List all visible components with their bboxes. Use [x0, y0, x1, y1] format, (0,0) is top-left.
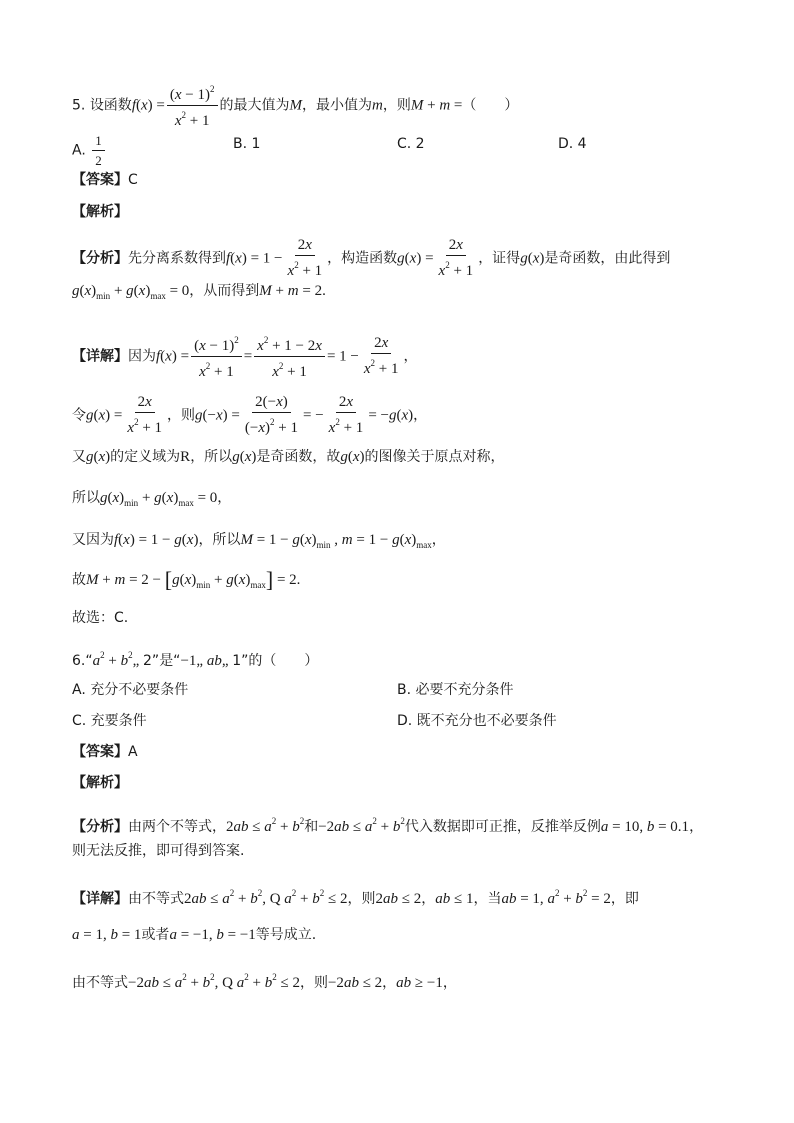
fenxi-line-1: 【分析】由两个不等式，$2ab \le a^2 + b^2$和$-2ab \le a^2 + b^2$代入数据即可正推，反推举反例a = 10, b = 0.1，	[72, 816, 704, 835]
stem-text: ，最小值为	[302, 97, 373, 114]
option-d: D. 4	[558, 136, 587, 152]
answer-tag: 【答案】	[72, 172, 128, 188]
text: ，证得	[478, 250, 521, 267]
text: 又	[72, 449, 86, 465]
detail-line-5: 又因为f(x) = 1 − g(x)，所以$M = 1 - g(x)_{min}$ , $m = 1 - g(x)_{max}$，	[72, 532, 446, 550]
stem-text: ，则	[382, 97, 411, 114]
text: 的定义域为	[110, 449, 181, 465]
detail-line-3: 由不等式$-2ab \le a^2 + b^2$, Q $a^2 + b^2 \le 2$，则−2ab ≤ 2，ab ≥ −1，	[72, 972, 457, 991]
stem-text: 的最大值为	[219, 97, 290, 114]
math-fx: f(x) =	[131, 97, 165, 114]
fraction: $\frac{(x - 1)^2}{x^2 + 1}$	[167, 81, 218, 130]
text: 等号成立.	[255, 927, 317, 943]
text: 的图像关于原点对称，	[364, 449, 505, 465]
text: ，所以	[198, 532, 241, 548]
text: 的（ ）	[248, 653, 319, 669]
text: ，当	[473, 891, 502, 907]
detail-line-4: 所以$g(x)_{min} + g(x)_{max} = 0$，	[72, 490, 232, 508]
text: ，则	[347, 891, 376, 907]
text: 令	[72, 407, 86, 424]
analysis-tag: 【解析】	[72, 204, 128, 220]
fraction: $\frac{(x - 1)^2}{x^2 + 1}$	[191, 332, 242, 381]
text: 1”	[232, 653, 249, 669]
text: 由两个不等式，	[128, 819, 226, 835]
choose-line: 故选：C.	[72, 610, 129, 626]
text: 6.“	[72, 653, 93, 669]
frac-den: 2	[95, 153, 102, 168]
text: 是“	[159, 653, 181, 669]
text: ，从而得到	[189, 283, 260, 299]
detail-line-6: 故$M + m = 2 - [g(x)_{min} + g(x)_{max}] = 2$.	[72, 567, 301, 592]
stem-text: （ ）	[462, 97, 519, 114]
option-label: A.	[72, 142, 86, 159]
answer-tag: 【答案】	[72, 744, 128, 760]
question-number: 5.	[72, 97, 86, 114]
text: 2”	[143, 653, 160, 669]
text: 先分离系数得到	[128, 250, 226, 267]
detail-line-1: 【详解】因为f(x) = $\frac{(x - 1)^2}{x^2 + 1}$ = $\frac{x^2 + 1 - 2x}{x^2 + 1}$ = 1 − $\frac{2x}{x^2 + 1}$ ，	[72, 332, 418, 381]
text: 所以	[72, 490, 100, 506]
detail-tag: 【详解】	[72, 891, 128, 907]
option-a	[72, 132, 107, 169]
detail-line-2: 令g(x) = $\frac{2x}{x^2 + 1}$ ，则g(−x) = $\frac{2(-x)}{(-x)^2 + 1}$ = − $\frac{2x}{x^2 + 1}$ = −g(x)，	[72, 394, 428, 436]
answer-line	[72, 742, 138, 762]
text: 由不等式	[128, 891, 184, 907]
text: 和	[304, 819, 319, 835]
text: ，则	[167, 407, 196, 424]
fraction: $\frac{2x}{x^2 + 1}$	[127, 394, 163, 436]
option-b: B. 必要不充分条件	[397, 682, 514, 698]
text: ，构造函数	[327, 250, 398, 267]
fraction: $\frac{2x}{x^2 + 1}$	[438, 237, 474, 279]
text: 是奇函数，由此得到	[544, 250, 671, 267]
option-c: C. 充要条件	[72, 713, 147, 729]
frac-num: 1	[92, 132, 105, 151]
detail-tag: 【详解】	[72, 348, 128, 365]
detail-line-2: a = 1, b = 1或者a = −1, b = −1等号成立.	[72, 927, 317, 943]
option-b: B. 1	[233, 136, 261, 152]
answer-value: C	[128, 172, 138, 188]
fenxi-tag: 【分析】	[72, 250, 128, 267]
option-d: D. 既不充分也不必要条件	[397, 713, 557, 729]
fraction: $\frac{2x}{x^2 + 1}$	[328, 394, 364, 436]
q5-stem: 5. 设函数f(x) = $\frac{(x - 1)^2}{x^2 + 1}$ 的最大值为M，最小值为m，则M + m =（ ）	[72, 81, 518, 130]
fraction	[92, 132, 105, 169]
text: ，所以	[190, 449, 233, 465]
fraction: $\frac{2x}{x^2 + 1}$	[363, 335, 399, 377]
text: 代入数据即可正推，反推举反例	[404, 819, 601, 835]
detail-line-1: 【详解】由不等式$2ab \le a^2 + b^2$, Q $a^2 + b^2 \le 2$，则2ab ≤ 2，ab ≤ 1，当ab = 1, $a^2 + b^2 = 2$，即	[72, 888, 639, 907]
text: ，则	[299, 975, 328, 991]
fenxi-line-2: $g(x)_{min} + g(x)_{max} = 0$，从而得到M + m = 2.	[72, 283, 326, 301]
fenxi-tag: 【分析】	[72, 819, 128, 835]
answer-line	[72, 170, 138, 190]
option-a: A. 充分不必要条件	[72, 682, 189, 698]
text: 又因为	[72, 532, 114, 548]
q6-stem: $6.“a^2$ + $b^2„$ 2”是“−1„ ab„ 1”的（ ）	[72, 650, 319, 669]
fraction: $\frac{x^2 + 1 - 2x}{x^2 + 1}$	[254, 332, 325, 381]
text: 因为	[128, 348, 156, 365]
fenxi-line-1: 【分析】先分离系数得到f(x) = 1 − $\frac{2x}{x^2 + 1}$ ，构造函数g(x) = $\frac{2x}{x^2 + 1}$ ，证得g(x)是奇函数，由此得到	[72, 237, 671, 279]
text: 故	[72, 572, 86, 588]
analysis-tag: 【解析】	[72, 775, 128, 791]
text: 或者	[141, 927, 170, 943]
detail-line-3: 又g(x)的定义域为R，所以g(x)是奇函数，故g(x)的图像关于原点对称，	[72, 449, 505, 465]
text: 是奇函数，故	[256, 449, 341, 465]
fenxi-line-2: 则无法反推，即可得到答案.	[72, 843, 245, 859]
fraction: $\frac{2(-x)}{(-x)^2 + 1}$	[244, 394, 298, 436]
answer-value: A	[128, 744, 138, 760]
text: ，即	[610, 891, 639, 907]
text: 由不等式	[72, 975, 128, 991]
fraction: $\frac{2x}{x^2 + 1}$	[287, 237, 323, 279]
stem-text: 设函数	[89, 97, 132, 114]
option-c: C. 2	[397, 136, 425, 152]
